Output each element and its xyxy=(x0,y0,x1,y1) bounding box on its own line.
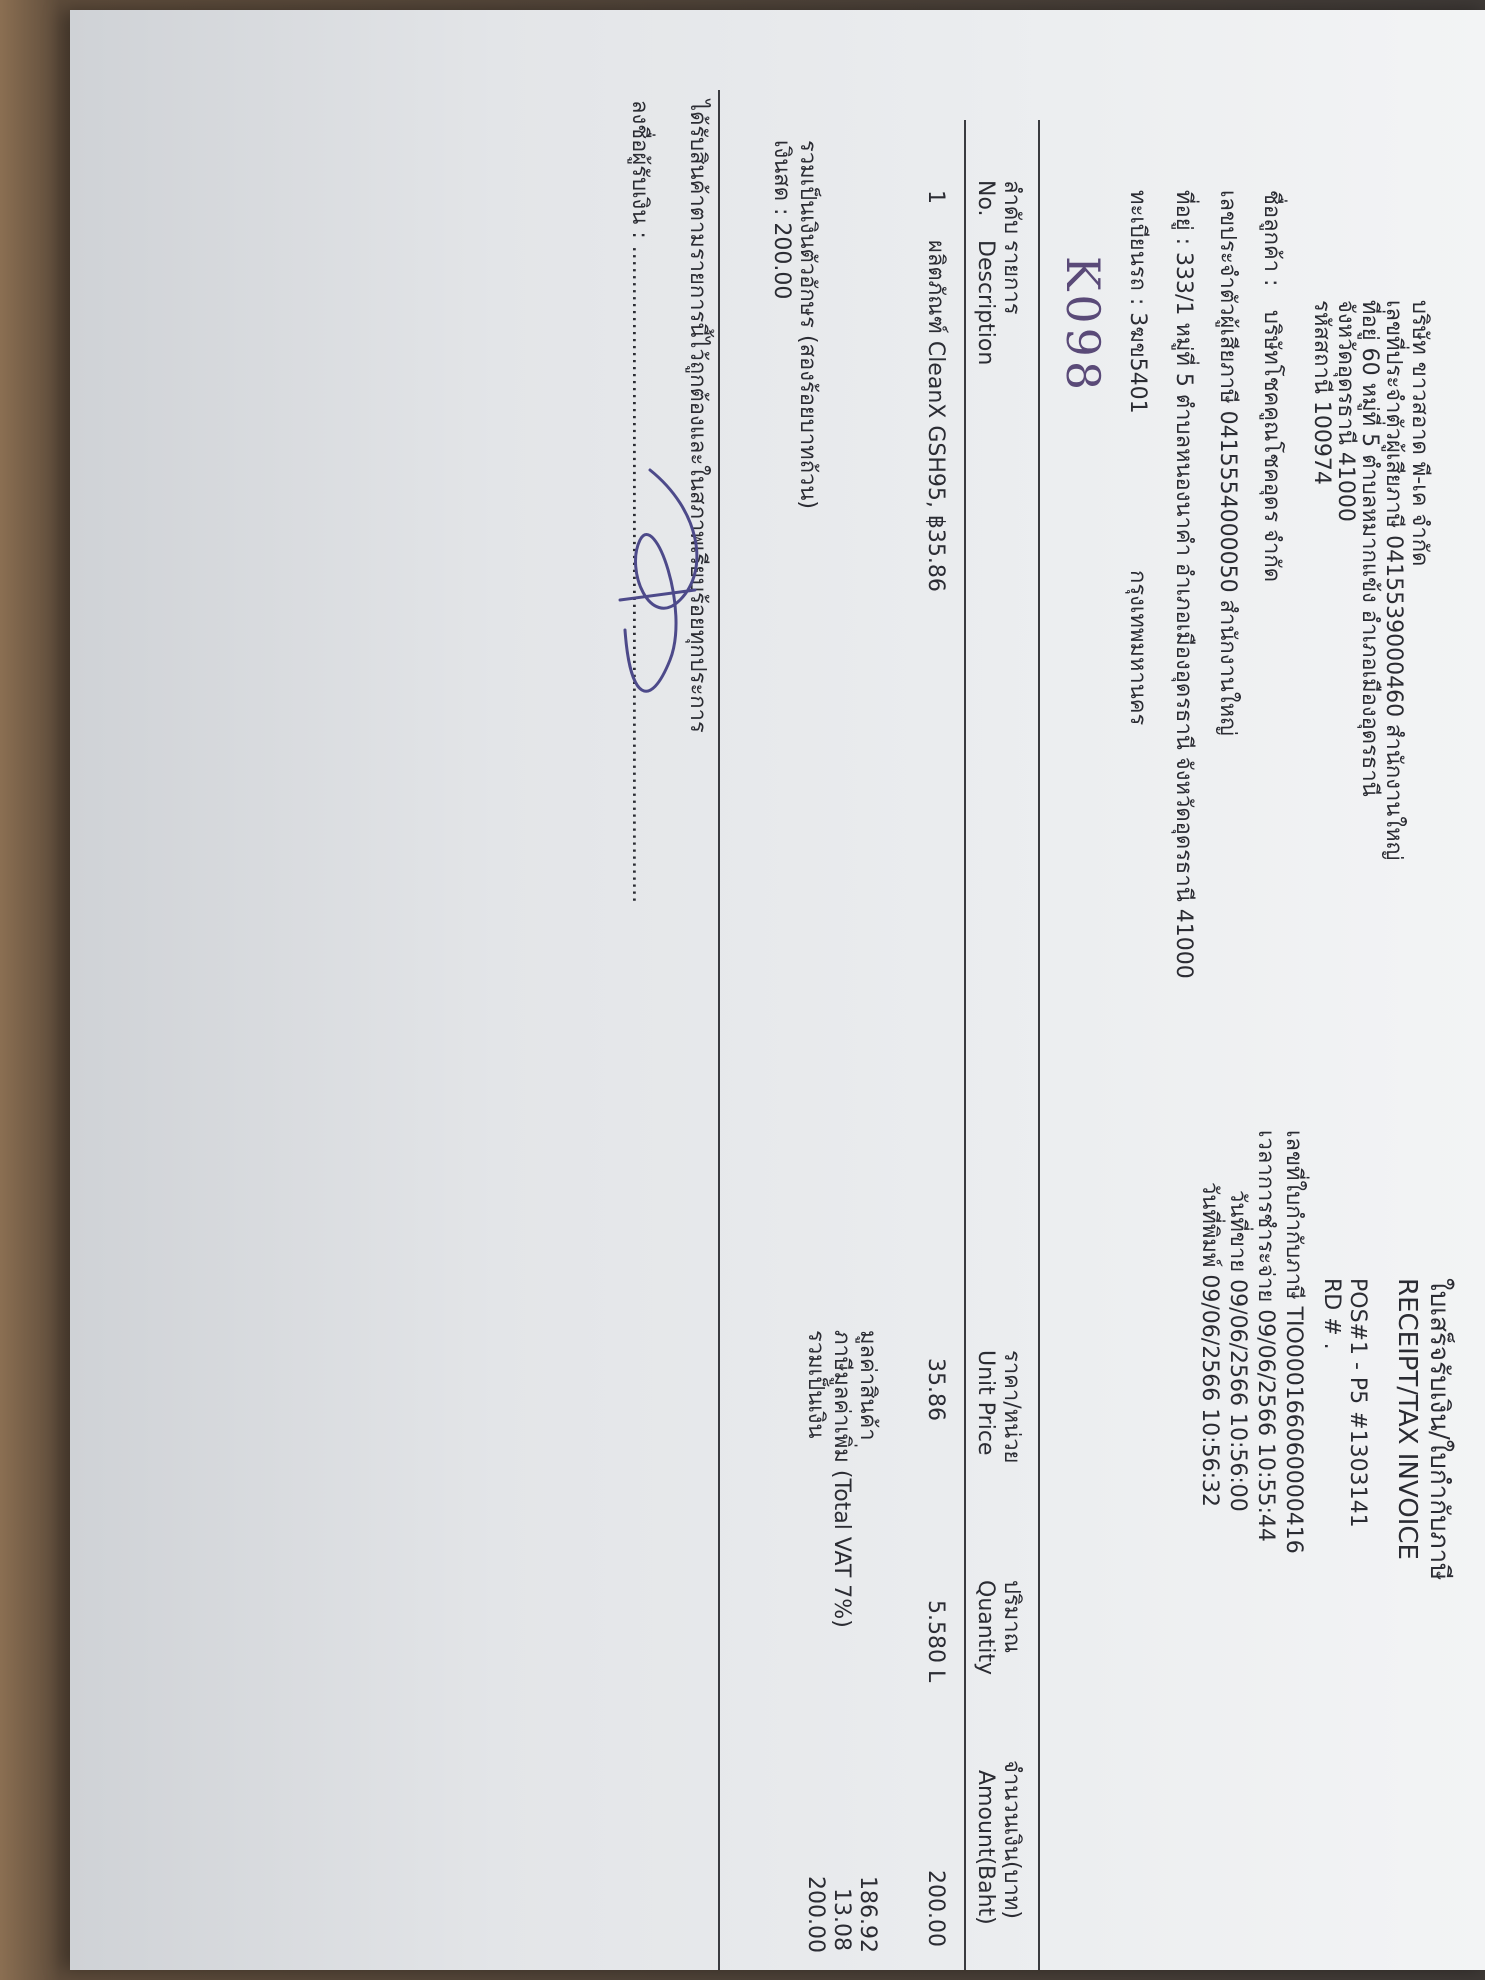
total-label: รวมเป็นเงิน xyxy=(803,1330,828,1439)
col-price-th: ราคา/หน่วย xyxy=(999,1350,1024,1464)
rd-number: RD # . xyxy=(1319,1278,1344,1350)
print-date: วันที่พิมพ์ 09/06/2566 10:56:32 xyxy=(1197,1182,1222,1507)
col-no-en: No. xyxy=(973,180,998,217)
doc-title-th: ใบเสร็จรับเงิน/ใบกำกับภาษี xyxy=(1424,1278,1454,1581)
col-desc-en: Description xyxy=(973,240,998,366)
seller-name: บริษัท ขาวสอาด พี-เค จำกัด xyxy=(1407,300,1432,567)
receipt-paper xyxy=(70,10,1485,1970)
row-amount: 200.00 xyxy=(923,1870,948,1947)
goods-value: 186.92 xyxy=(855,1876,880,1953)
col-no-th: ลำดับ xyxy=(999,180,1024,235)
customer-tax-id: เลขประจำตัวผู้เสียภาษี 0415554000050 สำนักงานใหญ่ xyxy=(1215,190,1240,736)
col-qty-th: ปริมาณ xyxy=(999,1580,1024,1654)
row-quantity: 5.580 L xyxy=(923,1600,948,1683)
signature-mark xyxy=(610,450,720,730)
seller-tax-id: เลขที่ประจำตัวผู้เสียภาษี 0415539000460 สำนักงานใหญ่ xyxy=(1381,300,1406,861)
total-value: 200.00 xyxy=(803,1876,828,1953)
receipt-content xyxy=(70,10,1485,1970)
vat-label: ภาษีมูลค่าเพิ่ม (Total VAT 7%) xyxy=(829,1330,854,1628)
footer-rule xyxy=(718,90,720,1970)
invoice-number: เลขที่ใบกำกับภาษี TIO000166060000416 xyxy=(1281,1130,1306,1554)
paid-time: เวลาการชำระจ่าย 09/06/2566 10:55:44 xyxy=(1253,1130,1278,1542)
seller-branch-code: รหัสสถานี 100974 xyxy=(1309,300,1334,485)
seller-address-2: จังหวัดอุดรธานี 41000 xyxy=(1333,300,1358,522)
goods-value-label: มูลค่าสินค้า xyxy=(855,1330,880,1441)
receiver-signature-line: ลงชื่อผู้รับเงิน : .............................................................................................. xyxy=(627,100,652,904)
customer-name: บริษัทโชคคูณโชคอุดร จำกัด xyxy=(1259,310,1284,583)
row-description: ผลิตภัณฑ์ CleanX GSH95, ฿35.86 xyxy=(923,240,948,592)
vehicle-province: กรุงเทพมหานคร xyxy=(1125,570,1150,726)
doc-title-en: RECEIPT/TAX INVOICE xyxy=(1392,1278,1422,1560)
customer-name-label: ชื่อลูกค้า : xyxy=(1259,190,1284,287)
col-amount-en: Amount(Baht) xyxy=(973,1770,998,1925)
col-qty-en: Quantity xyxy=(973,1580,998,1676)
received-note: ได้รับสินค้าตามรายการนี้ไว้ถูกต้องและในสภาพเรียบร้อยทุกประการ xyxy=(685,100,710,733)
vehicle-plate: ทะเบียนรถ : 3ฆข5401 xyxy=(1125,190,1150,414)
table-header-rule xyxy=(964,120,966,1970)
col-price-en: Unit Price xyxy=(973,1350,998,1456)
vat-value: 13.08 xyxy=(829,1888,854,1951)
table-top-rule xyxy=(1038,120,1040,1970)
row-unit-price: 35.86 xyxy=(923,1358,948,1421)
col-desc-th: รายการ xyxy=(999,240,1024,315)
row-no: 1 xyxy=(923,190,948,204)
amount-in-words: รวมเป็นเงินตัวอักษร (สองร้อยบาทถ้วน) xyxy=(795,140,820,509)
cash-paid: เงินสด : 200.00 xyxy=(769,140,794,300)
customer-address: ที่อยู่ : 333/1 หมู่ที่ 5 ตำบลหนองนาคำ อำเภอเมืองอุดรธานี จังหวัดอุดรธานี 41000 xyxy=(1171,190,1196,979)
seller-address-1: ที่อยู่ 60 หมู่ที่ 5 ตำบลหมากแข้ง อำเภอเมืองอุดรธานี xyxy=(1357,300,1382,797)
sale-date: วันที่ขาย 09/06/2566 10:56:00 xyxy=(1225,1190,1250,1512)
col-amount-th: จำนวนเงิน(บาท) xyxy=(999,1760,1024,1919)
handwritten-note: K098 xyxy=(1056,256,1110,395)
pos-number: POS#1 - P5 #1303141 xyxy=(1345,1278,1370,1528)
